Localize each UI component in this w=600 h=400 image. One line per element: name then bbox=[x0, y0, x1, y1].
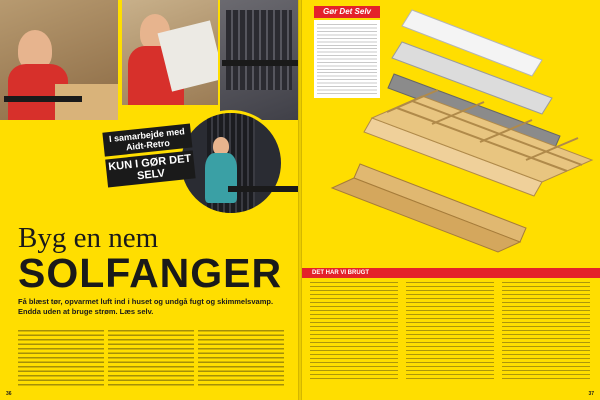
exploded-assembly-diagram bbox=[302, 0, 600, 268]
headline-line-2: SOLFANGER bbox=[18, 250, 283, 296]
headline-line-1: Byg en nem bbox=[18, 222, 159, 254]
body-text-column bbox=[18, 330, 104, 388]
right-page bbox=[302, 0, 600, 400]
materials-column bbox=[502, 282, 590, 382]
photo-caption bbox=[228, 186, 298, 192]
collaboration-badge bbox=[102, 124, 195, 188]
photo-man-with-panel bbox=[122, 0, 218, 105]
page-number-left: 36 bbox=[6, 391, 12, 397]
body-text-column bbox=[198, 330, 284, 388]
badge-line-1: I samarbejde med Aidt-Retro bbox=[102, 124, 192, 157]
section-tag: Gør Det Selv bbox=[314, 6, 380, 18]
intro-text: Få blæst tør, opvarmet luft ind i huset og undgå fugt og skimmelsvamp. Endda uden at bruge strøm. Læs selv. bbox=[18, 297, 274, 316]
page-number-right: 37 bbox=[588, 391, 594, 397]
materials-column bbox=[310, 282, 398, 382]
left-page bbox=[0, 0, 298, 400]
photo-caption bbox=[222, 60, 298, 66]
photo-caption bbox=[4, 96, 82, 102]
body-text-column bbox=[108, 330, 194, 388]
materials-header: DET HAR VI BRUGT bbox=[302, 268, 600, 278]
materials-column bbox=[406, 282, 494, 382]
badge-line-2: KUN I GØR DET SELV bbox=[105, 150, 195, 187]
photo-man-cutting-wood bbox=[0, 0, 118, 120]
